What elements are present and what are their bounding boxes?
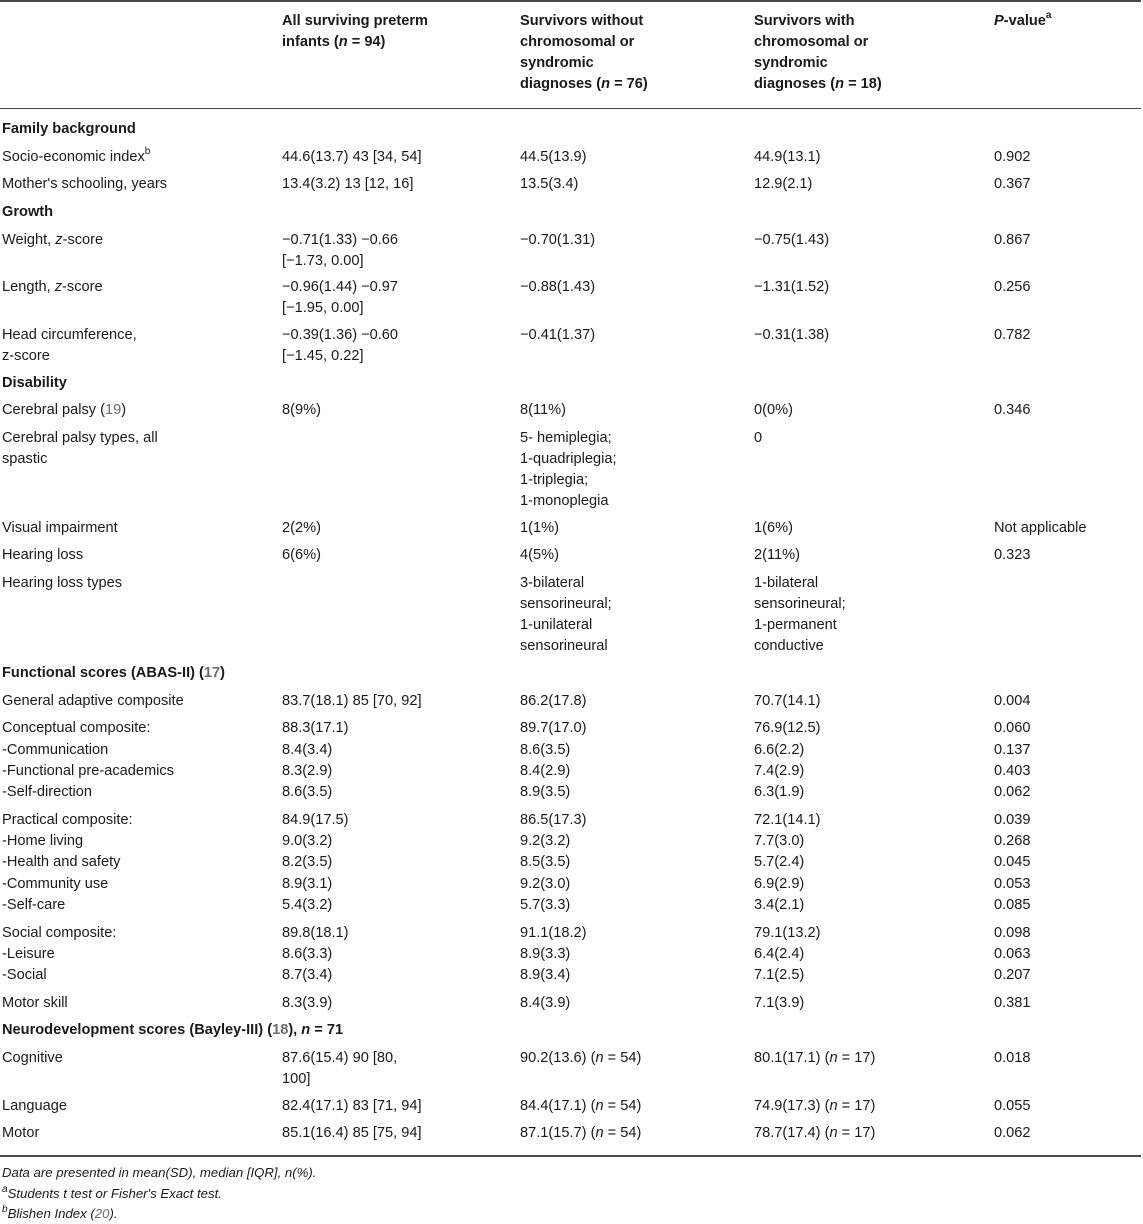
- cell-without: 9.2(3.2): [520, 833, 571, 849]
- section-family-background: Family background: [2, 121, 136, 137]
- cell-with: 6.3(1.9): [754, 784, 805, 800]
- cell-with: 79.1(13.2): [754, 925, 821, 941]
- header-all-survivors: All surviving preterm infants (n = 94): [282, 13, 428, 50]
- cell-without: −0.88(1.43): [520, 279, 596, 295]
- cell-with: 3.4(2.1): [754, 897, 805, 913]
- cell-with: −0.31(1.38): [754, 327, 830, 343]
- cell-all: 89.8(18.1): [282, 925, 349, 941]
- row-label: Cerebral palsy types, all spastic: [2, 430, 158, 467]
- cell-with: 78.7(17.4) (n = 17): [754, 1125, 876, 1141]
- cell-all: −0.71(1.33) −0.66 [−1.73, 0.00]: [282, 232, 399, 269]
- row-label: Social composite:: [2, 925, 117, 941]
- cell-with: −1.31(1.52): [754, 279, 830, 295]
- cell-all: 87.6(15.4) 90 [80, 100]: [282, 1050, 398, 1087]
- cell-with: 7.1(2.5): [754, 967, 805, 983]
- cell-with: 0(0%): [754, 402, 793, 418]
- cell-p: 0.381: [994, 995, 1031, 1011]
- row-label: Hearing loss types: [2, 575, 123, 591]
- cell-with: 70.7(14.1): [754, 693, 821, 709]
- cell-without: 8.6(3.5): [520, 742, 571, 758]
- cell-p: 0.098: [994, 925, 1031, 941]
- row-label: -Functional pre-academics: [2, 763, 174, 779]
- cell-all: −0.96(1.44) −0.97 [−1.95, 0.00]: [282, 279, 399, 316]
- row-label: General adaptive composite: [2, 693, 184, 709]
- section-disability: Disability: [2, 375, 67, 391]
- table-note-a: $^a$Students t test or Fisher's Exact test.: [2, 1183, 222, 1201]
- cell-without: 8.5(3.5): [520, 854, 571, 870]
- cell-all: 6(6%): [282, 547, 321, 563]
- cell-all: 9.0(3.2): [282, 833, 333, 849]
- cell-all: 8(9%): [282, 402, 321, 418]
- cell-with: 7.4(2.9): [754, 763, 805, 779]
- cell-all: 44.6(13.7) 43 [34, 54]: [282, 149, 422, 165]
- cell-all: 88.3(17.1): [282, 720, 349, 736]
- cell-p: 0.902: [994, 149, 1031, 165]
- row-label: Motor skill: [2, 995, 68, 1011]
- row-label: Language: [2, 1098, 67, 1114]
- row-label: -Self-care: [2, 897, 66, 913]
- cell-p: 0.867: [994, 232, 1031, 248]
- row-label: -Community use: [2, 876, 109, 892]
- cell-with: 44.9(13.1): [754, 149, 821, 165]
- cell-all: 5.4(3.2): [282, 897, 333, 913]
- cell-all: −0.39(1.36) −0.60 [−1.45, 0.22]: [282, 327, 399, 364]
- row-label: -Leisure: [2, 946, 55, 962]
- cell-without: 84.4(17.1) (n = 54): [520, 1098, 642, 1114]
- section-neurodevelopment-scores: Neurodevelopment scores (Bayley-III) (18), n = 71: [2, 1022, 344, 1038]
- cell-p: 0.207: [994, 967, 1031, 983]
- cell-with: 12.9(2.1): [754, 176, 813, 192]
- bottom-rule: [0, 1155, 1141, 1157]
- cell-without: 91.1(18.2): [520, 925, 587, 941]
- cell-without: 8.9(3.3): [520, 946, 571, 962]
- cell-p: 0.039: [994, 812, 1031, 828]
- section-functional-scores: Functional scores (ABAS-II) (17): [2, 665, 226, 681]
- row-label: Visual impairment: [2, 520, 118, 536]
- cell-with: 2(11%): [754, 547, 800, 563]
- row-label: Head circumference, z-score: [2, 327, 137, 364]
- cell-without: −0.41(1.37): [520, 327, 596, 343]
- cell-with: 76.9(12.5): [754, 720, 821, 736]
- cell-all: 8.6(3.5): [282, 784, 333, 800]
- cell-all: 83.7(18.1) 85 [70, 92]: [282, 693, 422, 709]
- cell-p: 0.062: [994, 1125, 1031, 1141]
- row-label: Motor: [2, 1125, 40, 1141]
- cell-p: Not applicable: [994, 520, 1087, 536]
- table-note-data-format: Data are presented in mean(SD), median [IQR], n(%).: [2, 1165, 317, 1180]
- row-label: -Communication: [2, 742, 109, 758]
- cell-without: 13.5(3.4): [520, 176, 579, 192]
- row-label: -Self-direction: [2, 784, 93, 800]
- cell-with: 6.9(2.9): [754, 876, 805, 892]
- row-label: Hearing loss: [2, 547, 84, 563]
- cell-p: 0.403: [994, 763, 1031, 779]
- cell-without: 8.9(3.4): [520, 967, 571, 983]
- cell-all: 8.9(3.1): [282, 876, 333, 892]
- row-label: Weight, z-score: [2, 232, 104, 248]
- cell-p: 0.045: [994, 854, 1031, 870]
- cell-all: 8.4(3.4): [282, 742, 333, 758]
- cell-with: 6.4(2.4): [754, 946, 805, 962]
- cell-p: 0.268: [994, 833, 1031, 849]
- cell-p: 0.137: [994, 742, 1031, 758]
- cell-all: 8.2(3.5): [282, 854, 333, 870]
- row-label: Practical composite:: [2, 812, 133, 828]
- row-label: -Health and safety: [2, 854, 121, 870]
- cell-all: 82.4(17.1) 83 [71, 94]: [282, 1098, 422, 1114]
- cell-with: 72.1(14.1): [754, 812, 821, 828]
- cell-all: 8.6(3.3): [282, 946, 333, 962]
- cell-p: 0.053: [994, 876, 1031, 892]
- cell-with: 1(6%): [754, 520, 793, 536]
- cell-all: 13.4(3.2) 13 [12, 16]: [282, 176, 414, 192]
- cell-with: 7.1(3.9): [754, 995, 805, 1011]
- cell-without: 87.1(15.7) (n = 54): [520, 1125, 642, 1141]
- cell-p: 0.055: [994, 1098, 1031, 1114]
- cell-p: 0.782: [994, 327, 1031, 343]
- row-label: Mother's schooling, years: [2, 176, 168, 192]
- cell-with: 80.1(17.1) (n = 17): [754, 1050, 876, 1066]
- row-label: -Home living: [2, 833, 84, 849]
- cell-p: 0.085: [994, 897, 1031, 913]
- row-label: Socio-economic index$^b$: [2, 146, 151, 165]
- header-rule: [0, 108, 1141, 109]
- cell-all: 84.9(17.5): [282, 812, 349, 828]
- row-label: Length, z-score: [2, 279, 103, 295]
- cell-all: 2(2%): [282, 520, 321, 536]
- cell-without: 8(11%): [520, 402, 566, 418]
- cell-p: 0.367: [994, 176, 1031, 192]
- cell-without: 44.5(13.9): [520, 149, 587, 165]
- cell-p: 0.256: [994, 279, 1031, 295]
- cell-without: 4(5%): [520, 547, 559, 563]
- top-rule: [0, 0, 1141, 2]
- cell-all: 85.1(16.4) 85 [75, 94]: [282, 1125, 422, 1141]
- cell-without: 5.7(3.3): [520, 897, 571, 913]
- cell-without: 89.7(17.0): [520, 720, 587, 736]
- row-label: Cerebral palsy (19): [2, 402, 127, 418]
- cell-without: 90.2(13.6) (n = 54): [520, 1050, 642, 1066]
- cell-without: 1(1%): [520, 520, 559, 536]
- section-growth: Growth: [2, 204, 54, 220]
- cell-without: 5- hemiplegia; 1-quadriplegia; 1-triplegia; 1-monoplegia: [520, 430, 617, 509]
- cell-with: 5.7(2.4): [754, 854, 805, 870]
- cell-p: 0.004: [994, 693, 1031, 709]
- cell-p: 0.323: [994, 547, 1031, 563]
- cell-with: −0.75(1.43): [754, 232, 830, 248]
- cell-all: 8.3(2.9): [282, 763, 333, 779]
- cell-p: 0.063: [994, 946, 1031, 962]
- cell-all: 8.7(3.4): [282, 967, 333, 983]
- cell-with: 0: [754, 430, 763, 446]
- cell-p: 0.060: [994, 720, 1031, 736]
- row-label: -Social: [2, 967, 47, 983]
- header-with-diagnoses: Survivors with chromosomal or syndromic diagnoses (n = 18): [754, 13, 882, 92]
- cell-with: 1-bilateral sensorineural; 1-permanent conductive: [754, 575, 846, 654]
- cell-p: 0.062: [994, 784, 1031, 800]
- header-without-diagnoses: Survivors without chromosomal or syndromic diagnoses (n = 76): [520, 13, 648, 92]
- cell-p: 0.018: [994, 1050, 1031, 1066]
- cell-without: −0.70(1.31): [520, 232, 596, 248]
- cell-without: 3-bilateral sensorineural; 1-unilateral sensorineural: [520, 575, 612, 654]
- row-label: Cognitive: [2, 1050, 63, 1066]
- cell-p: 0.346: [994, 402, 1031, 418]
- header-p-value: P-value$^a$: [994, 10, 1052, 29]
- cell-without: 8.4(2.9): [520, 763, 571, 779]
- cell-all: 8.3(3.9): [282, 995, 333, 1011]
- cell-with: 74.9(17.3) (n = 17): [754, 1098, 876, 1114]
- cell-without: 86.5(17.3): [520, 812, 587, 828]
- cell-without: 8.9(3.5): [520, 784, 571, 800]
- cell-without: 86.2(17.8): [520, 693, 587, 709]
- cell-with: 6.6(2.2): [754, 742, 805, 758]
- cell-without: 9.2(3.0): [520, 876, 571, 892]
- table-note-b: $^b$Blishen Index (20).: [2, 1203, 118, 1221]
- cell-without: 8.4(3.9): [520, 995, 571, 1011]
- row-label: Conceptual composite:: [2, 720, 151, 736]
- cell-with: 7.7(3.0): [754, 833, 805, 849]
